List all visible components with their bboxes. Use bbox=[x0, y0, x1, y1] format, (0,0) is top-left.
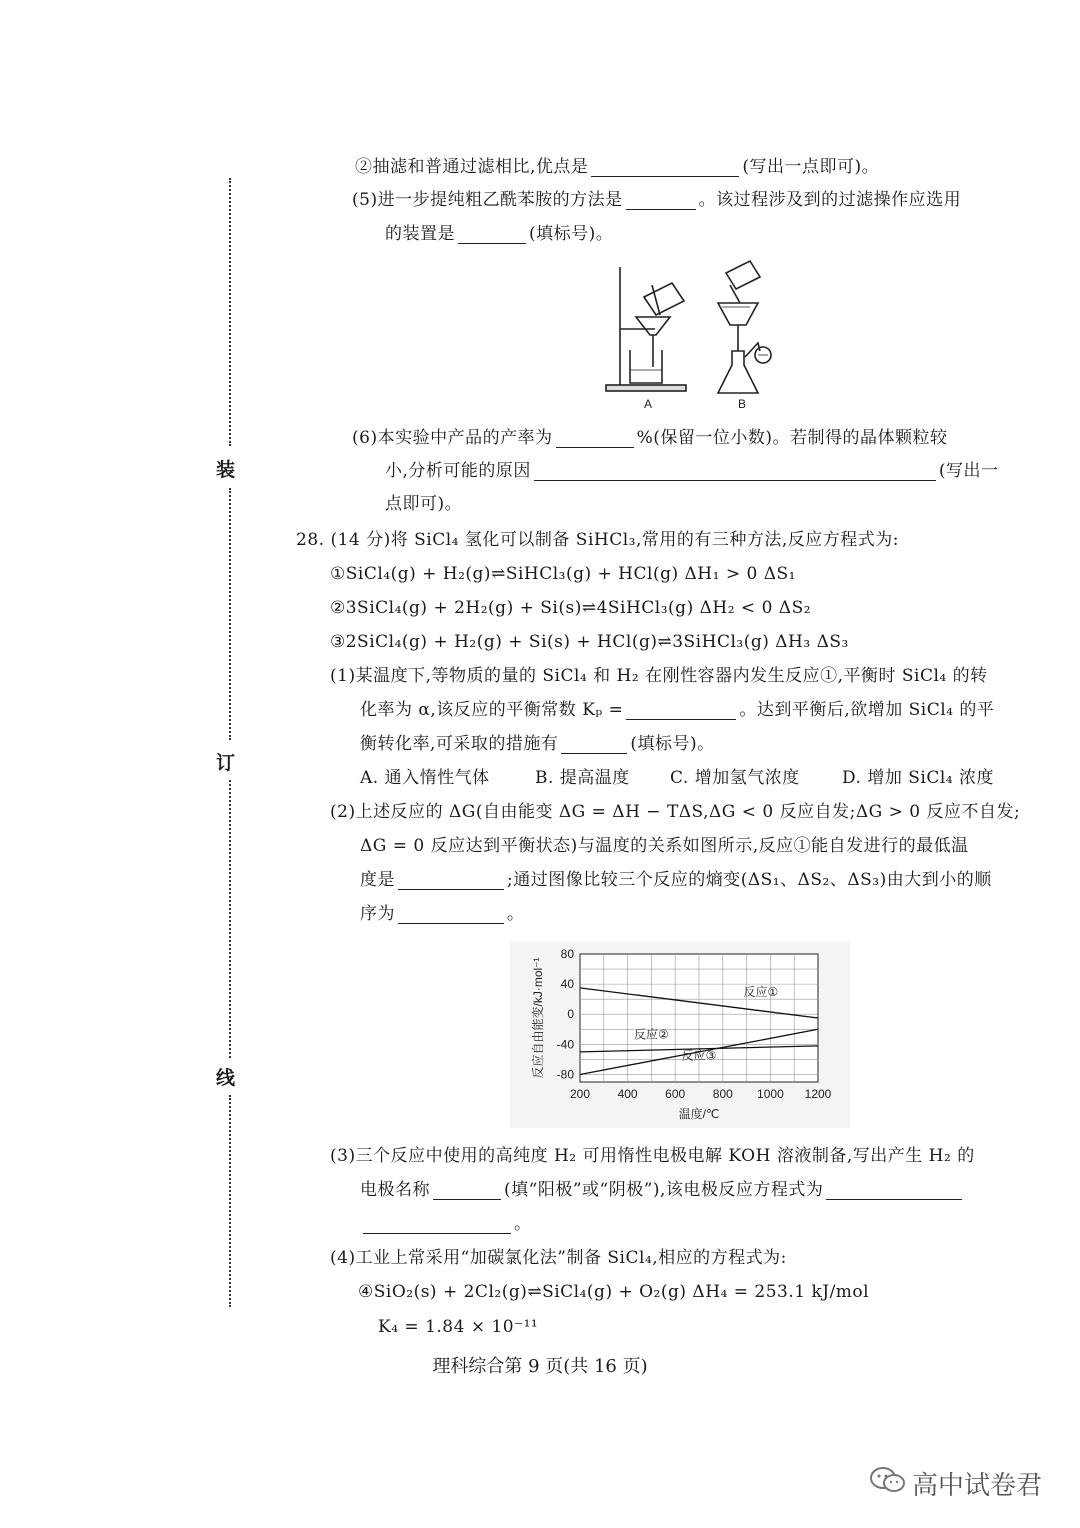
q28-item2-line3: 度是 ;通过图像比较三个反应的熵变(ΔS₁、ΔS₂、ΔS₃)由大到小的顺 bbox=[360, 870, 992, 890]
y-tick-label: -40 bbox=[556, 1037, 574, 1052]
binding-dotted-line bbox=[229, 1095, 231, 1307]
option-b[interactable]: B. 提高温度 bbox=[535, 768, 630, 788]
answer-blank[interactable] bbox=[458, 227, 526, 244]
x-axis-label: 温度/℃ bbox=[678, 1107, 720, 1121]
equilibrium-constant-k4: K₄ = 1.84 × 10⁻¹¹ bbox=[378, 1317, 539, 1337]
reaction-2: ②3SiCl₄(g) + 2H₂(g) + Si(s)⇌4SiHCl₃(g) ΔH₂ < 0 ΔS₂ bbox=[330, 598, 812, 618]
wechat-icon bbox=[870, 1466, 906, 1501]
label-b: B bbox=[738, 397, 747, 411]
q28-item3-line1: (3)三个反应中使用的高纯度 H₂ 可用惰性电极电解 KOH 溶液制备,写出产生 H₂ 的 bbox=[330, 1146, 975, 1166]
apparatus-b bbox=[718, 261, 771, 393]
x-tick-label: 400 bbox=[617, 1087, 638, 1101]
q28-item3-line2: 电极名称 (填“阳极”或“阴极”),该电极反应方程式为 bbox=[360, 1180, 965, 1200]
x-tick-label: 1000 bbox=[757, 1087, 784, 1101]
q28-item1-line2: 化率为 α,该反应的平衡常数 Kₚ = 。达到平衡后,欲增加 SiCl₄ 的平 bbox=[360, 700, 995, 720]
x-tick-label: 800 bbox=[712, 1087, 733, 1101]
answer-blank[interactable] bbox=[826, 1183, 962, 1200]
binding-dotted-line bbox=[229, 488, 231, 740]
free-energy-chart-svg bbox=[510, 942, 850, 1128]
q27-item6-line3: 点即可)。 bbox=[385, 494, 463, 514]
q28-item2-line1: (2)上述反应的 ΔG(自由能变 ΔG = ΔH − TΔS,ΔG < 0 反应自发;ΔG > 0 反应不自发; bbox=[330, 802, 1021, 822]
binding-char-xian: 线 bbox=[216, 1067, 236, 1089]
y-tick-label: -80 bbox=[556, 1067, 574, 1082]
series-label-1: 反应① bbox=[743, 985, 779, 1000]
answer-blank[interactable] bbox=[626, 703, 736, 720]
apparatus-drawing bbox=[600, 255, 790, 415]
binding-dotted-line bbox=[229, 178, 231, 446]
y-axis-label: 反应自由能变/kJ·mol⁻¹ bbox=[531, 957, 545, 1079]
binding-char-ding: 订 bbox=[216, 752, 236, 774]
answer-blank[interactable] bbox=[534, 464, 936, 481]
q28-item2-line4: 序为 。 bbox=[360, 904, 525, 924]
y-tick-label: 40 bbox=[560, 977, 574, 992]
answer-blank[interactable] bbox=[363, 1217, 511, 1234]
q28-item3-line3: 。 bbox=[360, 1214, 532, 1234]
q28-item4-line1: (4)工业上常采用“加碳氯化法”制备 SiCl₄,相应的方程式为: bbox=[330, 1248, 787, 1268]
filtration-apparatus-figure bbox=[600, 255, 790, 415]
answer-blank[interactable] bbox=[626, 193, 696, 210]
q28-intro: 28. (14 分)将 SiCl₄ 氢化可以制备 SiHCl₃,常用的有三种方法,反应方程式为: bbox=[296, 530, 899, 550]
answer-blank[interactable] bbox=[398, 907, 504, 924]
page-footer: 理科综合第 9 页(共 16 页) bbox=[432, 1356, 648, 1377]
apparatus-a bbox=[606, 267, 686, 391]
q28-item1-line3: 衡转化率,可采取的措施有 (填标号)。 bbox=[360, 734, 715, 754]
q27-item5-line2: 的装置是 (填标号)。 bbox=[385, 224, 614, 244]
reaction-4: ④SiO₂(s) + 2Cl₂(g)⇌SiCl₄(g) + O₂(g) ΔH₄ = 253.1 kJ/mol bbox=[358, 1282, 870, 1302]
y-tick-label: 0 bbox=[567, 1007, 574, 1022]
y-tick-label: 80 bbox=[560, 947, 574, 961]
answer-blank[interactable] bbox=[398, 873, 504, 890]
q28-options bbox=[360, 768, 994, 788]
binding-dotted-line bbox=[229, 780, 231, 1058]
binding-char-zhuang: 装 bbox=[216, 459, 236, 481]
watermark-text: 高中试卷君 bbox=[911, 1471, 1042, 1501]
x-tick-label: 200 bbox=[569, 1087, 591, 1101]
q27-item5-line1: (5)进一步提纯粗乙酰苯胺的方法是 。该过程涉及到的过滤操作应选用 bbox=[352, 190, 962, 210]
reaction-1: ①SiCl₄(g) + H₂(g)⇌SiHCl₃(g) + HCl(g) ΔH₁ > 0 ΔS₁ bbox=[330, 564, 796, 584]
option-a[interactable]: A. 通入惰性气体 bbox=[360, 768, 490, 788]
free-energy-chart bbox=[510, 942, 850, 1128]
option-d[interactable]: D. 增加 SiCl₄ 浓度 bbox=[842, 768, 994, 788]
answer-blank[interactable] bbox=[561, 737, 627, 754]
x-tick-label: 600 bbox=[665, 1087, 686, 1101]
x-tick-label: 1200 bbox=[804, 1087, 832, 1101]
q28-item1-line1: (1)某温度下,等物质的量的 SiCl₄ 和 H₂ 在刚性容器内发生反应①,平衡时 SiCl₄ 的转 bbox=[330, 666, 988, 686]
label-a: A bbox=[644, 397, 653, 411]
watermark bbox=[870, 1465, 1042, 1502]
q27-item2-line: ②抽滤和普通过滤相比,优点是 (写出一点即可)。 bbox=[355, 157, 880, 177]
q27-item6-line2: 小,分析可能的原因 (写出一 bbox=[385, 461, 999, 481]
reaction-3: ③2SiCl₄(g) + H₂(g) + Si(s) + HCl(g)⇌3SiHCl₃(g) ΔH₃ ΔS₃ bbox=[330, 632, 849, 652]
series-label-2: 反应② bbox=[634, 1027, 669, 1042]
answer-blank[interactable] bbox=[591, 160, 739, 177]
option-c[interactable]: C. 增加氢气浓度 bbox=[670, 768, 800, 788]
q27-item6-line1: (6)本实验中产品的产率为 %(保留一位小数)。若制得的晶体颗粒较 bbox=[352, 428, 948, 448]
answer-blank[interactable] bbox=[556, 431, 634, 448]
series-label-3: 反应③ bbox=[681, 1048, 717, 1063]
q28-item2-line2: ΔG = 0 反应达到平衡状态)与温度的关系如图所示,反应①能自发进行的最低温 bbox=[360, 836, 969, 856]
answer-blank[interactable] bbox=[433, 1183, 501, 1200]
